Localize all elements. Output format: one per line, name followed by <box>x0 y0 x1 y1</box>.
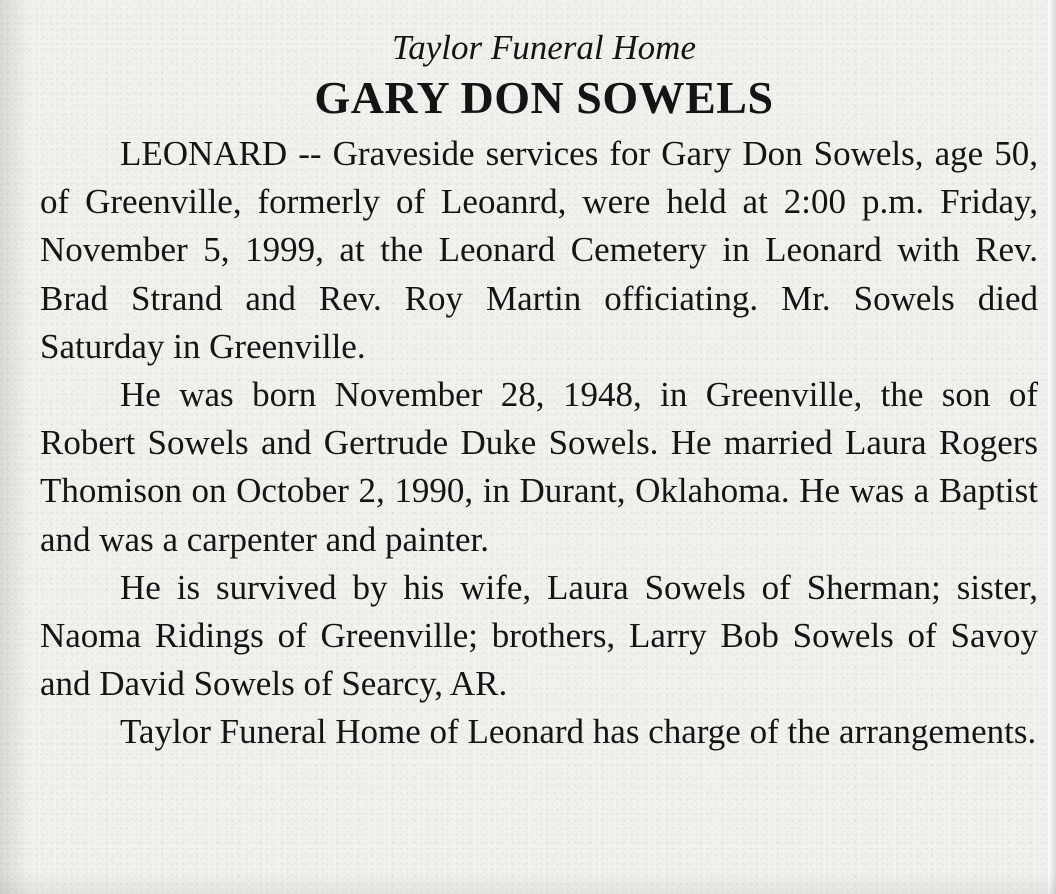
scan-shadow-bottom <box>0 872 1056 894</box>
funeral-home-heading: Taylor Funeral Home <box>392 28 696 67</box>
arrangements-paragraph: Taylor Funeral Home of Leonard has charge of the arrangements. <box>120 712 1037 752</box>
survivors-paragraph: He is survived by his wife, Laura Sowels of Sherman; sister, Naoma Ridings of Greenville; brothers, Larry Bob Sowels of Savoy and David Sowels of Searcy, AR. <box>40 567 1038 704</box>
scan-edge-right <box>1048 0 1056 894</box>
obituary-article <box>40 24 1038 757</box>
services-paragraph: LEONARD -- Graveside services for Gary Don Sowels, age 50, of Greenville, formerly of Leoanrd, were held at 2:00 p.m. Friday, November 5, 1999, at the Leonard Cemetery in Leonard with Rev. Brad Strand and Rev. Roy Martin officiating. Mr. Sowels died Saturday in Greenville. <box>40 134 1038 366</box>
biography-paragraph: He was born November 28, 1948, in Greenville, the son of Robert Sowels and Gertrude Duke Sowels. He married Laura Rogers Thomison on October 2, 1990, in Durant, Oklahoma. He was a Baptist and was a carpenter and painter. <box>40 375 1038 559</box>
scan-shadow-left <box>0 0 30 894</box>
deceased-name-headline: GARY DON SOWELS <box>314 72 774 123</box>
